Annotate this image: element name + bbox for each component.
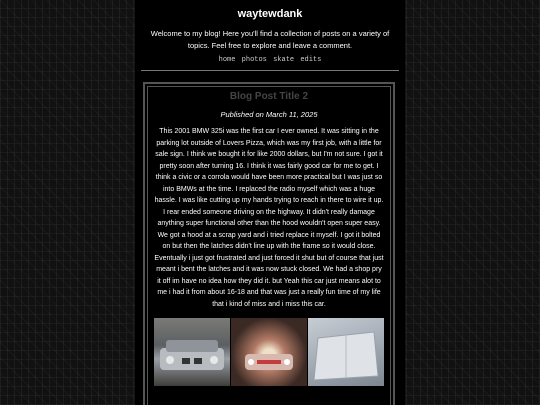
- car-hood-photo[interactable]: [308, 318, 384, 386]
- car-hood-icon: [308, 318, 384, 386]
- blog-post: [143, 82, 395, 405]
- car-front-photo[interactable]: [154, 318, 230, 386]
- post-body: This 2001 BMW 325i was the first car I ever owned. It was sitting in the parking lot outside of Lovers Pizza, which was my first job, with a little for sale sign. I think we bought it for like 2000 dollars, but I'm not sure. I got it pretty soon after turning 16. I think it was fairly good car for me to get. I think a civic or a corrola would have been more practical but I was just so into BMWs at the time. I replaced the radio myself which was a huge hassle. I was like cutting up my hands trying to reach in there to wire it up. I rear ended someone driving on the highway. It didn't really damage anything super functional other than the hood wouldn't open super easy. We got a hood at a scrap yard and i tried replace it myself. I got it bolted on but then the latches didn't line up with the frame so it would close. Eventually i just got frustrated and just forced it shut but of course that just meant i bent the latches and it was now stuck closed. We had a shop pry it off im have no idea how they did it. but Yeah this car just means alot to me i had it from about 16-18 and that was just a really fun time of my life that i kind of miss and i miss this car.: [154, 128, 384, 308]
- car-night-icon: [231, 318, 307, 386]
- car-night-photo[interactable]: [231, 318, 307, 386]
- nav-edits[interactable]: edits: [300, 56, 322, 64]
- blog-post-inner: [147, 86, 391, 405]
- post-title[interactable]: Blog Post Title 2: [229, 91, 309, 102]
- post-photos: [154, 318, 384, 386]
- site-description: Welcome to my blog! Here you'll find a collection of posts on a variety of topics. Feel free to explore and leave a comment.: [150, 29, 390, 50]
- site-nav: [135, 56, 405, 64]
- blog-page: [135, 0, 405, 405]
- nav-photos[interactable]: photos: [241, 56, 267, 64]
- site-title[interactable]: waytewdank: [237, 8, 303, 20]
- site-header: [135, 0, 405, 71]
- post-date: Published on March 11, 2025: [220, 110, 318, 119]
- header-divider: [141, 70, 399, 71]
- nav-skate[interactable]: skate: [273, 56, 295, 64]
- nav-home[interactable]: home: [218, 56, 236, 64]
- car-front-icon: [154, 318, 230, 386]
